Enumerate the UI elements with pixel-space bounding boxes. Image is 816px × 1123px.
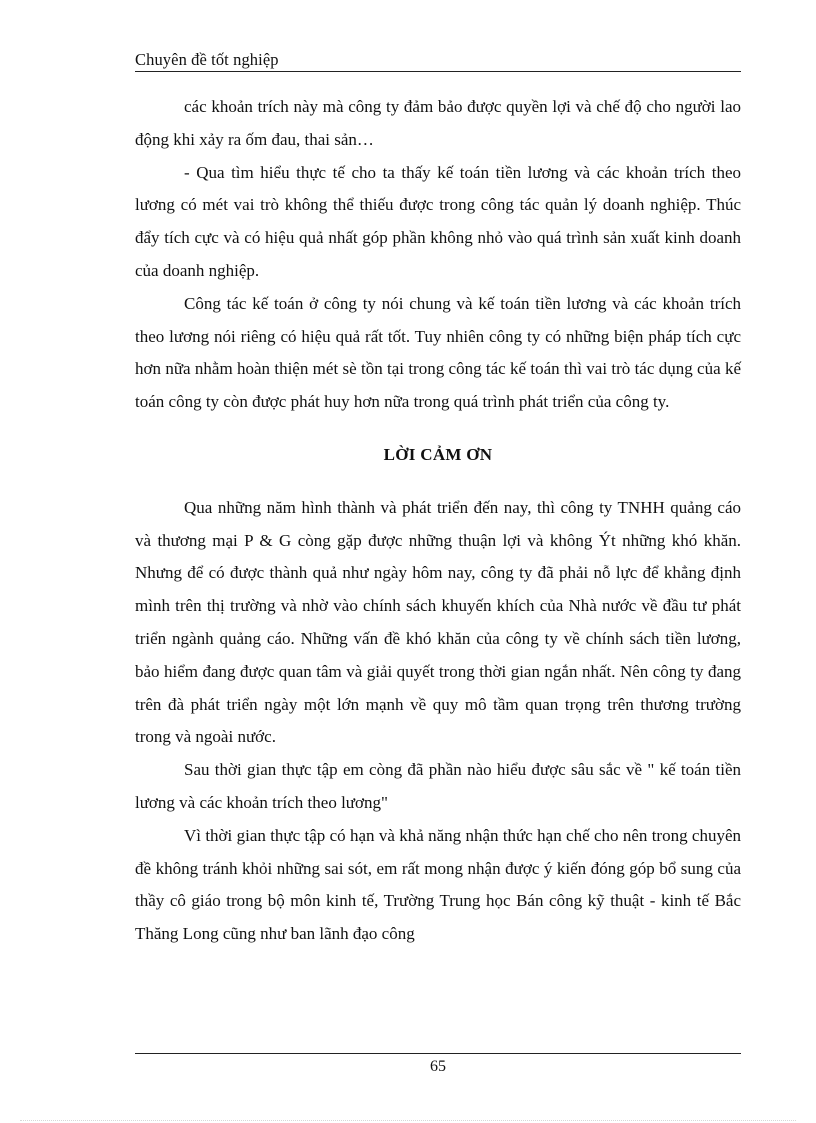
running-header: Chuyên đề tốt nghiệp xyxy=(135,50,279,69)
footer-divider xyxy=(135,1053,741,1054)
paragraph-summary: - Qua tìm hiểu thực tế cho ta thấy kế toán tiền lương và các khoản trích theo lương có mét vai trò không thể thiếu được trong công tác quản lý doanh nghiệp. Thúc đẩy tích cực và có hiệu quả nhất góp phần không nhỏ vào quá trình sản xuất kinh doanh của doanh nghiệp. xyxy=(135,162,741,280)
document-body xyxy=(135,91,741,951)
paragraph-acknowledgement-request: Vì thời gian thực tập có hạn và khả năng nhận thức hạn chế cho nên trong chuyên đề không tránh khỏi những sai sót, em rất mong nhận được ý kiến đóng góp bổ sung của thầy cô giáo trong bộ môn kinh tế, Trường Trung học Bán công kỹ thuật - kinh tế Bắc Thăng Long cũng như ban lãnh đạo công xyxy=(135,825,741,944)
paragraph-assessment: Công tác kế toán ở công ty nói chung và kế toán tiền lương và các khoản trích theo lương nói riêng có hiệu quả rất tốt. Tuy nhiên công ty có những biện pháp tích cực hơn nữa nhằm hoàn thiện mét sè tồn tại trong công tác kế toán thì vai trò tác dụng của kế toán công ty còn được phát huy hơn nữa trong quá trình phát triển của công ty. xyxy=(135,293,741,412)
paragraph-acknowledgement-learning: Sau thời gian thực tập em còng đã phần nào hiểu được sâu sắc về " kế toán tiền lương và các khoản trích theo lương" xyxy=(135,760,741,812)
page-number: 65 xyxy=(430,1058,446,1075)
paragraph-acknowledgement-intro: Qua những năm hình thành và phát triển đến nay, thì công ty TNHH quảng cáo và thương mại P & G còng gặp được những thuận lợi và không Ýt những khó khăn. Nhưng để có được thành quả như ngày hôm nay, công ty đã phải nỗ lực để khẳng định mình trên thị trường và nhờ vào chính sách khuyến khích của Nhà nước về đầu tư phát triển ngành quảng cáo. Những vấn đề khó khăn của công ty về chính sách tiền lương, bảo hiểm đang được quan tâm và giải quyết trong thời gian ngắn nhất. Nên công ty đang trên đà phát triển ngày một lớn mạnh về quy mô tầm quan trọng trên thương trường trong và ngoài nước. xyxy=(135,497,741,747)
page-edge-divider xyxy=(20,1120,796,1121)
section-heading: LỜI CẢM ƠN xyxy=(383,444,493,464)
paragraph-continuation: các khoản trích này mà công ty đảm bảo được quyền lợi và chế độ cho người lao động khi xảy ra ốm đau, thai sản… xyxy=(135,97,741,149)
header-divider xyxy=(135,71,741,72)
